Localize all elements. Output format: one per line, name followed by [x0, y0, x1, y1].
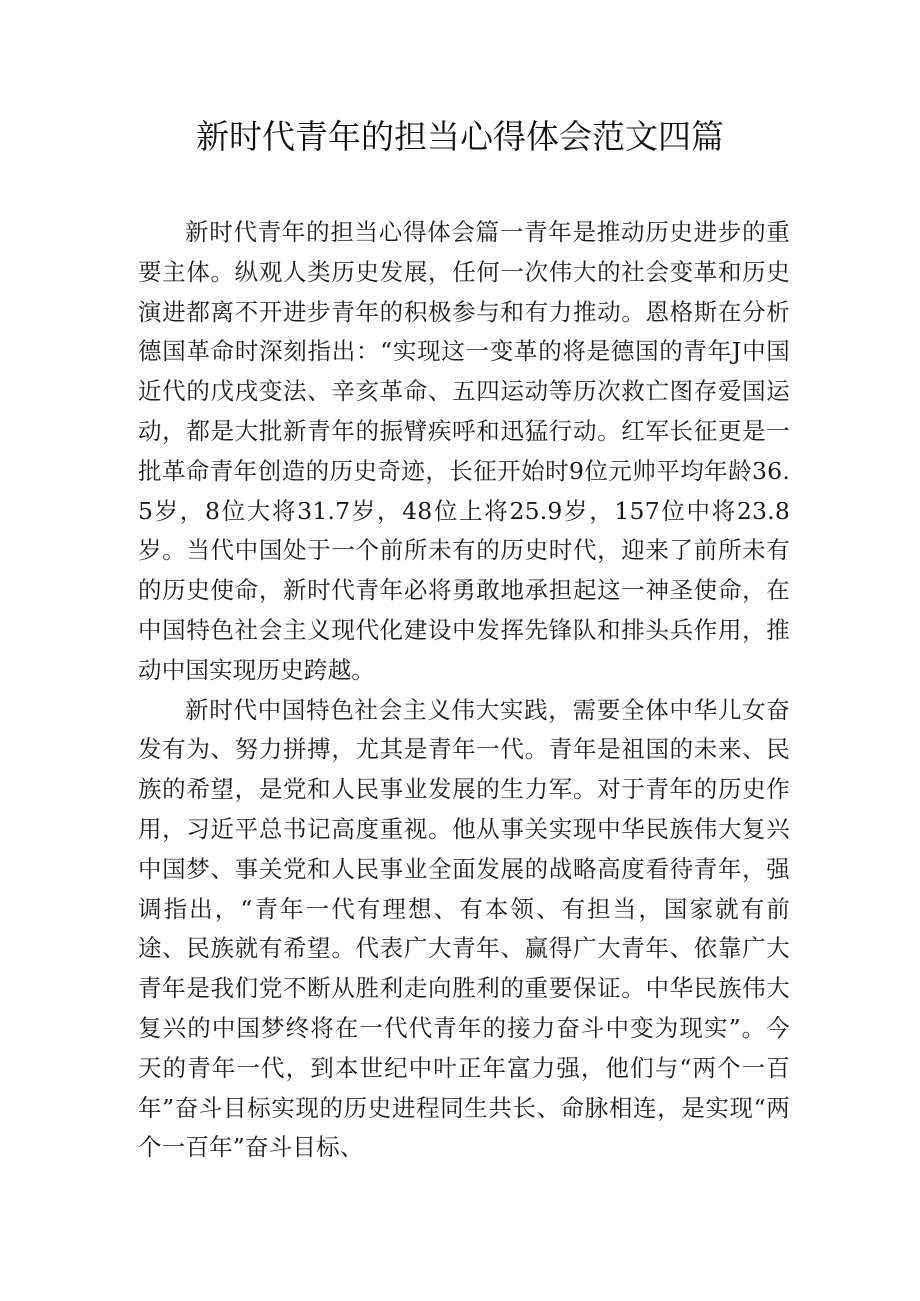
document-title: 新时代青年的担当心得体会范文四篇	[196, 117, 724, 156]
document-body	[138, 213, 790, 1168]
paragraph-2: 新时代中国特色社会主义伟大实践，需要全体中华儿女奋发有为、努力拼搏，尤其是青年一代。青年是祖国的未来、民族的希望，是党和人民事业发展的生力军。对于青年的历史作用，习近平总书记高度重视。他从事关实现中华民族伟大复兴中国梦、事关党和人民事业全面发展的战略高度看待青年，强调指出，“青年一代有理想、有本领、有担当，国家就有前途、民族就有希望。代表广大青年、赢得广大青年、依靠广大青年是我们党不断从胜利走向胜利的重要保证。中华民族伟大复兴的中国梦终将在一代代青年的接力奋斗中变为现实”。今天的青年一代，到本世纪中叶正年富力强，他们与“两个一百年”奋斗目标实现的历史进程同生共长、命脉相连，是实现“两个一百年”奋斗目标、	[138, 695, 790, 1162]
paragraph-1: 新时代青年的担当心得体会篇一青年是推动历史进步的重要主体。纵观人类历史发展，任何一次伟大的社会变革和历史演进都离不开进步青年的积极参与和有力推动。恩格斯在分析德国革命时深刻指出：“实现这一变革的将是德国的青年J中国近代的戊戌变法、辛亥革命、五四运动等历次救亡图存爱国运动，都是大批新青年的振臂疾呼和迅猛行动。红军长征更是一批革命青年创造的历史奇迹，长征开始时9位元帅平均年龄36.5岁，8位大将31.7岁，48位上将25.9岁，157位中将23.8岁。当代中国处于一个前所未有的历史时代，迎来了前所未有的历史使命，新时代青年必将勇敢地承担起这一神圣使命，在中国特色社会主义现代化建设中发挥先锋队和排头兵作用，推动中国实现历史跨越。	[138, 218, 790, 684]
